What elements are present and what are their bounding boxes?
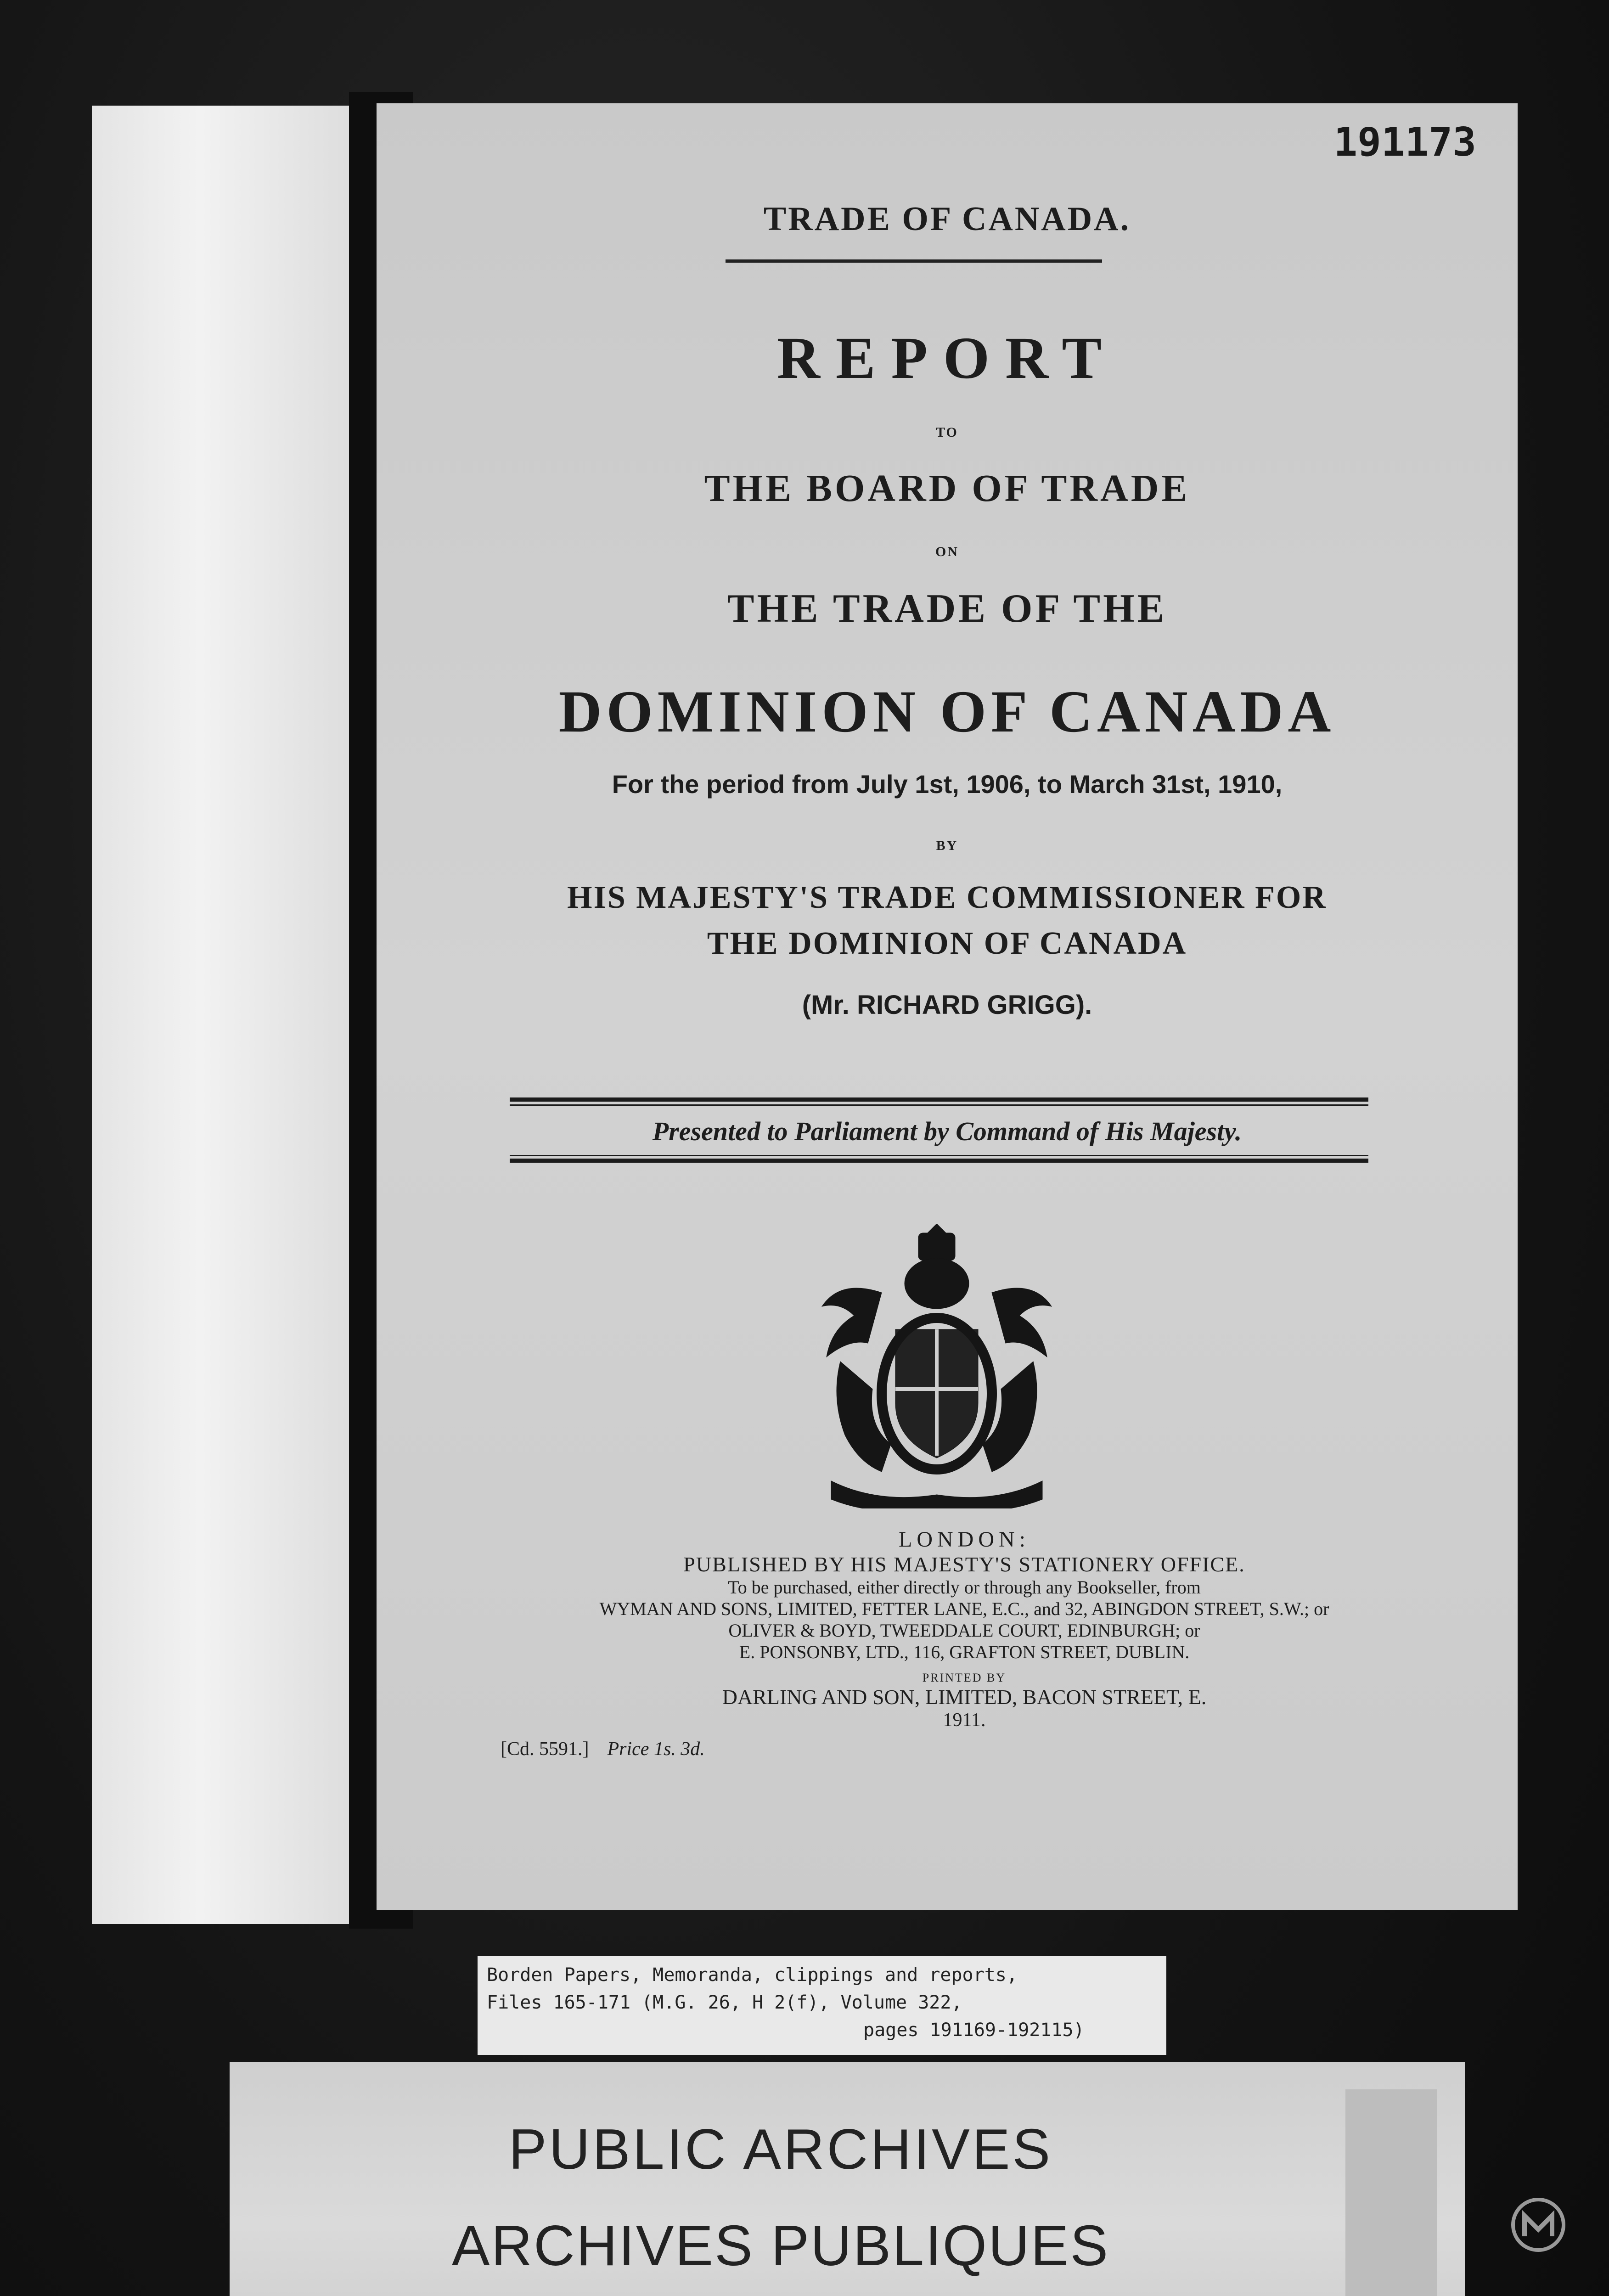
archive-note-line-2: Files 165-171 (M.G. 26, H 2(f), Volume 322, xyxy=(487,1992,962,2013)
stamp-line-2: ARCHIVES PUBLIQUES xyxy=(451,2214,1110,2278)
imprint-block xyxy=(459,1527,1469,1731)
imprint-london: LONDON: xyxy=(899,1527,1030,1552)
blank-flyleaf xyxy=(92,106,363,1924)
title-page xyxy=(377,103,1518,1910)
series-title: TRADE OF CANADA. xyxy=(763,200,1131,238)
public-archives-card xyxy=(230,2062,1465,2296)
stamp-line-1: PUBLIC ARCHIVES xyxy=(508,2118,1053,2181)
price: Price 1s. 3d. xyxy=(607,1739,705,1760)
commissioner-line-1: HIS MAJESTY'S TRADE COMMISSIONER FOR xyxy=(567,880,1327,915)
circled-m-mark-icon xyxy=(1508,2195,1568,2255)
imprint-ponsonby: E. PONSONBY, LTD., 116, GRAFTON STREET, DUBLIN. xyxy=(739,1642,1190,1662)
imprint-published: PUBLISHED BY HIS MAJESTY'S STATIONERY OFFICE. xyxy=(683,1553,1245,1576)
imprint-printer: DARLING AND SON, LIMITED, BACON STREET, E. xyxy=(722,1685,1207,1709)
connector-to: TO xyxy=(936,425,958,440)
report-period: For the period from July 1st, 1906, to March 31st, 1910, xyxy=(612,770,1283,799)
rule-thin-bottom xyxy=(510,1155,1368,1156)
board-of-trade: THE BOARD OF TRADE xyxy=(704,467,1190,510)
commissioner-name: (Mr. RICHARD GRIGG). xyxy=(802,990,1092,1020)
imprint-purchase: To be purchased, either directly or through any Bookseller, from xyxy=(728,1577,1201,1598)
trade-of-the: THE TRADE OF THE xyxy=(727,586,1167,631)
command-paper-line xyxy=(501,1738,705,1760)
imprint-printed-by: PRINTED BY xyxy=(922,1671,1007,1684)
archive-reference-label xyxy=(478,1956,1166,2055)
dominion-title: DOMINION OF CANADA xyxy=(558,679,1336,745)
rule-thin-top xyxy=(510,1104,1368,1106)
card-clip xyxy=(1345,2089,1437,2296)
imprint-year: 1911. xyxy=(943,1710,986,1731)
commissioner-line-2: THE DOMINION OF CANADA xyxy=(707,926,1187,961)
royal-coat-of-arms-icon xyxy=(813,1224,1061,1508)
connector-by: BY xyxy=(936,838,958,853)
imprint-wyman: WYMAN AND SONS, LIMITED, FETTER LANE, E.C., and 32, ABINGDON STREET, S.W.; or xyxy=(599,1598,1329,1619)
rule-thick-bottom xyxy=(510,1159,1368,1163)
connector-on: ON xyxy=(935,544,959,559)
series-rule xyxy=(726,259,1102,263)
command-number: [Cd. 5591.] xyxy=(501,1739,589,1760)
imprint-oliver: OLIVER & BOYD, TWEEDDALE COURT, EDINBURGH; or xyxy=(728,1620,1200,1641)
report-title: REPORT xyxy=(776,325,1118,391)
archive-note-line-3: pages 191169-192115) xyxy=(863,2020,1085,2041)
document-number: 191173 xyxy=(1333,119,1476,165)
rule-thick-top xyxy=(510,1097,1368,1102)
archive-note-line-1: Borden Papers, Memoranda, clippings and reports, xyxy=(487,1964,1018,1986)
presented-to-parliament: Presented to Parliament by Command of His Majesty. xyxy=(652,1116,1242,1146)
